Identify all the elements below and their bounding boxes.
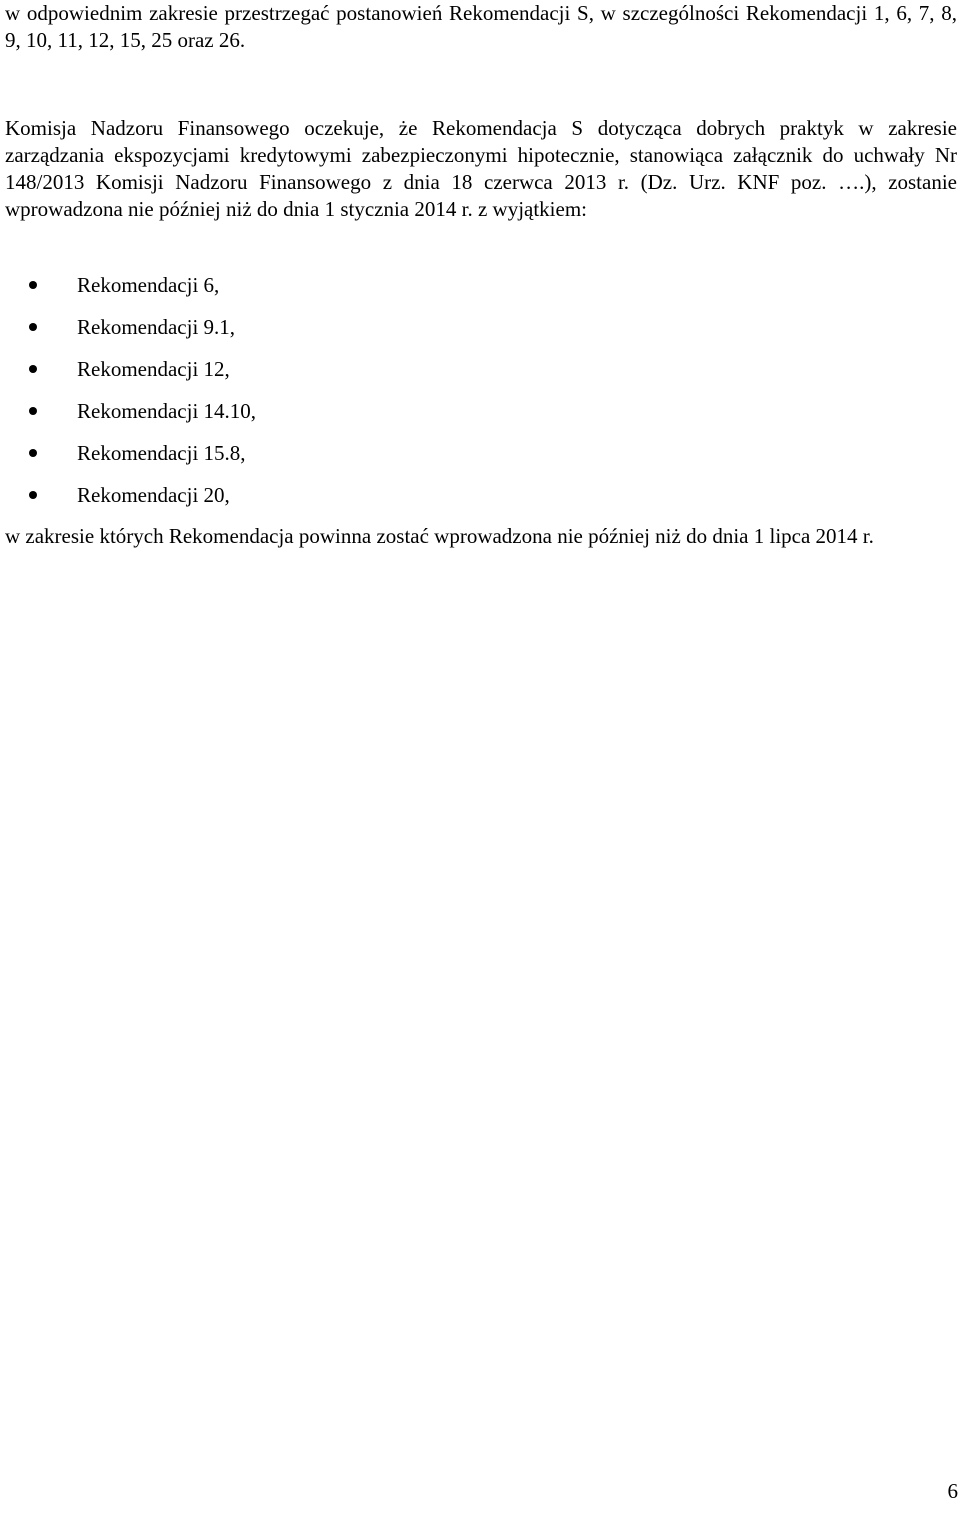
bullet-icon [29,491,37,499]
list-item-text: Rekomendacji 15.8, [77,441,246,465]
paragraph-knf-expectation: Komisja Nadzoru Finansowego oczekuje, że Rekomendacja S dotycząca dobrych praktyk w zakresie zarządzania ekspozycjami kredytowymi zabezpieczonymi hipotecznie, stanowiąca załącznik do uchwały Nr 148/2013 Komisji Nadzoru Finansowego z dnia 18 czerwca 2013 r. (Dz. Urz. KNF poz. ….), zostanie wprowadzona nie później niż do dnia 1 stycznia 2014 r. z wyjątkiem: [5,116,957,221]
list-item-text: Rekomendacji 9.1, [77,315,236,339]
list-item-text: Rekomendacji 6, [77,273,220,297]
list-item-text: Rekomendacji 12, [77,357,230,381]
list-item [5,312,957,354]
list-item [5,438,957,480]
list-item [5,270,957,312]
bullet-icon [29,407,37,415]
paragraph-closing: w zakresie których Rekomendacja powinna zostać wprowadzona nie później niż do dnia 1 lipca 2014 r. [5,524,874,548]
bullet-icon [29,449,37,457]
bullet-icon [29,365,37,373]
exceptions-list [5,270,957,522]
list-item-text: Rekomendacji 14.10, [77,399,257,423]
list-item [5,354,957,396]
page-number: 6 [947,1479,958,1503]
list-item [5,396,957,438]
list-item [5,480,957,522]
list-item-text: Rekomendacji 20, [77,483,230,507]
bullet-icon [29,281,37,289]
paragraph-intro: w odpowiednim zakresie przestrzegać postanowień Rekomendacji S, w szczególności Rekomendacji 1, 6, 7, 8, 9, 10, 11, 12, 15, 25 oraz 26. [5,1,957,52]
bullet-icon [29,323,37,331]
